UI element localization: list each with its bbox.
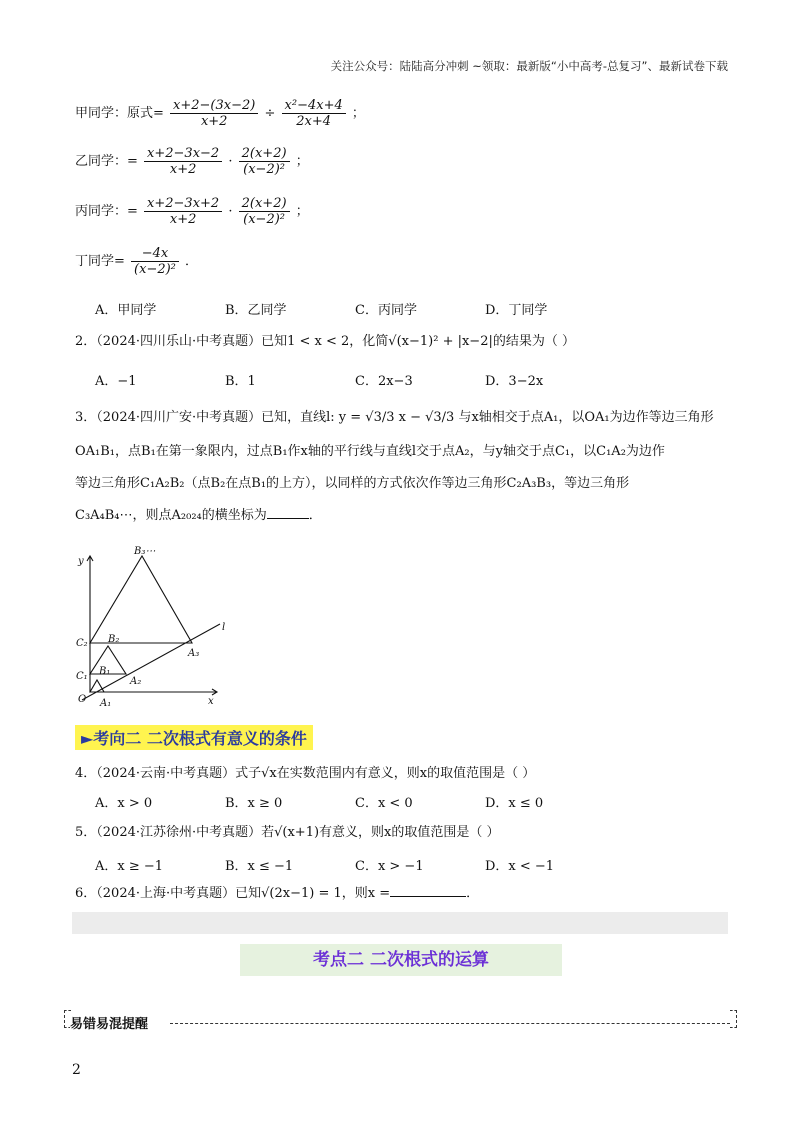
option-a[interactable]: A．x ≥ −1 <box>95 859 164 874</box>
section-title: ►考向二 二次根式有意义的条件 <box>75 725 313 750</box>
label-y: y <box>78 556 84 567</box>
solution-label: 乙同学：= <box>75 154 138 169</box>
option-c[interactable]: C．2x−3 <box>355 374 413 389</box>
option-c[interactable]: C．丙同学 <box>355 303 417 318</box>
q3-figure <box>72 542 242 714</box>
solution-label: 甲同学：原式= <box>75 106 164 121</box>
option-c[interactable]: C．x < 0 <box>355 796 413 811</box>
q3-line-3: 等边三角形C₁A₂B₂（点B₂在点B₁的上方），以同样的方式依次作等边三角形C₂A₃B₃，等边三角形 <box>75 476 630 491</box>
punctuation: ； <box>295 204 309 219</box>
fraction: $\frac{\text{x²−4x+4}}{2x+4}$ <box>282 98 346 129</box>
operator: ÷ <box>264 106 276 121</box>
punctuation: ； <box>351 106 365 121</box>
fraction: $\frac{2(x+2)}{\text{(x−2)²}}$ <box>239 196 290 227</box>
label-x: x <box>208 696 214 707</box>
triangle-1 <box>90 680 104 692</box>
solution-bing <box>75 196 309 227</box>
option-b[interactable]: B．1 <box>225 374 256 389</box>
fraction: $\frac{x+2-3x-2}{x+2}$ <box>144 146 222 177</box>
q5-options <box>95 855 615 874</box>
option-d[interactable]: D．3−2x <box>485 374 544 389</box>
q1-options <box>95 299 615 318</box>
option-b[interactable]: B．x ≥ 0 <box>225 796 283 811</box>
label-b3: B₃⋯ <box>134 546 156 557</box>
label-o: O <box>78 694 87 705</box>
triangle-3 <box>90 556 192 643</box>
page-number: 2 <box>72 1062 81 1078</box>
divider-bar <box>72 912 728 934</box>
option-d[interactable]: D．x ≤ 0 <box>485 796 544 811</box>
label-a1: A₁ <box>100 698 112 709</box>
solution-label: 丁同学= <box>75 254 125 269</box>
label-l: l <box>222 622 226 633</box>
q3-line-4: C₃A₄B₄⋯，则点A₂₀₂₄的横坐标为 ． <box>75 502 735 530</box>
solution-ding <box>75 246 198 277</box>
q3-line-2: OA₁B₁，点B₁在第一象限内，过点B₁作x轴的平行线与直线l交于点A₂，与y轴交于点C₁，以C₁A₂为边作 <box>75 444 665 459</box>
option-d[interactable]: D．x < −1 <box>485 859 555 874</box>
fraction: $\frac{x+2-3x+2}{x+2}$ <box>144 196 222 227</box>
label-a2: A₂ <box>130 676 142 687</box>
q3-line-1: 3．（2024·四川广安·中考真题）已知，直线l: y = √3/3 x − √3/3 与x轴相交于点A₁，以OA₁为边作等边三角形 <box>75 410 714 425</box>
option-b[interactable]: B．x ≤ −1 <box>225 859 294 874</box>
operator: · <box>228 154 233 169</box>
solution-jia <box>75 98 365 129</box>
answer-blank[interactable] <box>267 504 309 519</box>
question-6: 6．（2024·上海·中考真题）已知√(2x−1) = 1，则x = ． <box>75 880 735 908</box>
operator: · <box>228 204 233 219</box>
option-a[interactable]: A．x > 0 <box>95 796 153 811</box>
fraction: $\frac{x+2-(3x-2)}{x+2}$ <box>170 98 258 129</box>
q4-options <box>95 792 615 811</box>
question-2: 2．（2024·四川乐山·中考真题）已知1 < x < 2，化简√(x−1)² + |x−2|的结果为（ ） <box>75 334 575 349</box>
option-b[interactable]: B．乙同学 <box>225 303 287 318</box>
option-c[interactable]: C．x > −1 <box>355 859 424 874</box>
q2-options <box>95 370 615 389</box>
tip-bracket-right <box>730 1010 737 1028</box>
punctuation: ； <box>295 154 309 169</box>
option-d[interactable]: D．丁同学 <box>485 303 548 318</box>
fraction: $\frac{2(x+2)}{\text{(x−2)²}}$ <box>239 146 290 177</box>
label-b1: B₁ <box>99 666 111 677</box>
kaodian-title: 考点二 二次根式的运算 <box>240 944 562 976</box>
label-a3: A₃ <box>188 648 200 659</box>
option-a[interactable]: A．−1 <box>95 374 137 389</box>
question-5: 5．（2024·江苏徐州·中考真题）若√(x+1)有意义，则x的取值范围是（ ） <box>75 825 500 840</box>
label-b2: B₂ <box>108 634 120 645</box>
tip-label: 易错易混提醒 <box>70 1013 152 1032</box>
punctuation: ． <box>185 254 199 269</box>
question-3 <box>75 404 735 530</box>
label-c1: C₁ <box>76 671 88 682</box>
label-c2: C₂ <box>76 638 88 649</box>
fraction: $\frac{-4x}{\text{(x−2)²}}$ <box>131 246 179 277</box>
solution-yi <box>75 146 309 177</box>
answer-blank[interactable] <box>390 882 466 897</box>
page-header: 关注公众号：陆陆高分冲刺 ~领取：最新版“小中高考-总复习”、最新试卷下载 <box>330 59 728 73</box>
solution-label: 丙同学：= <box>75 204 138 219</box>
line-l <box>82 624 220 700</box>
tip-dashed-line <box>170 1023 730 1024</box>
question-4: 4．（2024·云南·中考真题）式子√x在实数范围内有意义，则x的取值范围是（ ） <box>75 766 536 781</box>
option-a[interactable]: A．甲同学 <box>95 303 157 318</box>
